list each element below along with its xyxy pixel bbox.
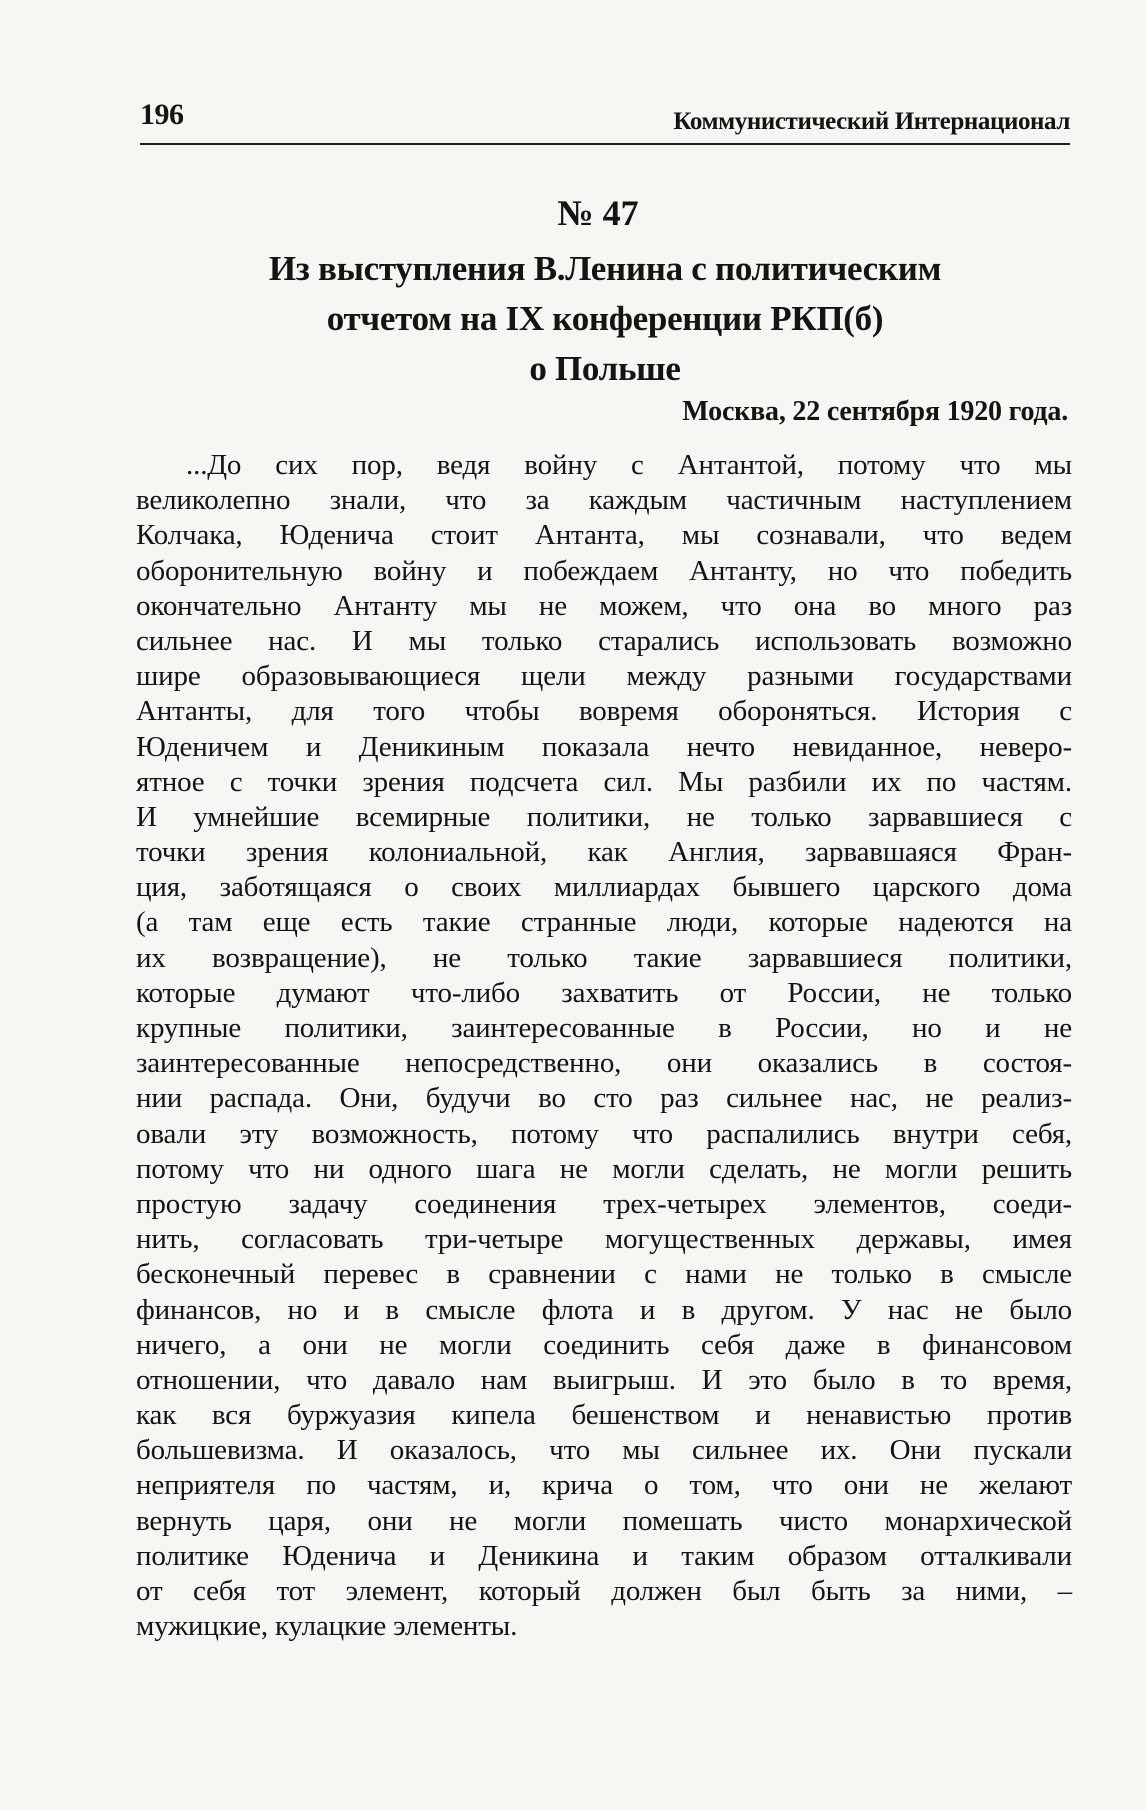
- body-line: овали эту возможность, потому что распалились внутри себя,: [136, 1117, 1072, 1150]
- body-line: бесконечный перевес в сравнении с нами не только в смысле: [136, 1258, 1072, 1291]
- body-line: нии распада. Они, будучи во сто раз сильнее нас, не реализ-: [136, 1082, 1072, 1115]
- body-line: крупные политики, заинтересованные в России, но и не: [136, 1012, 1072, 1044]
- body-line: мужицкие, кулацкие элементы.: [136, 1610, 518, 1643]
- body-line: как вся буржуазия кипела бешенством и ненавистью против: [136, 1399, 1072, 1432]
- dateline: Москва, 22 сентября 1920 года.: [682, 396, 1068, 427]
- body-line: которые думают что-либо захватить от России, не только: [136, 976, 1072, 1009]
- running-head: Коммунистический Интернационал: [673, 108, 1070, 135]
- body-text: [136, 448, 1072, 1644]
- header-rule: [140, 143, 1070, 145]
- body-line: ...До сих пор, ведя войну с Антантой, потому что мы: [186, 449, 1072, 481]
- body-line: финансов, но и в смысле флота и в другом. У нас не было: [136, 1293, 1072, 1326]
- body-line: неприятеля по частям, и, крича о том, что они не желают: [136, 1469, 1072, 1502]
- body-line: оборонительную войну и побеждаем Антанту, но что победить: [136, 554, 1072, 587]
- body-line: политике Юденича и Деникина и таким образом отталкивали: [136, 1539, 1072, 1572]
- body-line: ция, заботящаяся о своих миллиардах бывшего царского дома: [136, 871, 1072, 904]
- title-line: о Польше: [529, 349, 681, 388]
- title-line: отчетом на IX конференции РКП(б): [326, 299, 884, 338]
- body-line: потому что ни одного шага не могли сделать, не могли решить: [136, 1152, 1072, 1185]
- body-line: великолепно знали, что за каждым частичным наступлением: [136, 484, 1072, 517]
- body-line: Юденичем и Деникиным показала нечто невиданное, неверо-: [136, 730, 1072, 763]
- body-line: отношении, что давало нам выигрыш. И это было в то время,: [136, 1363, 1072, 1396]
- body-line: (а там еще есть такие странные люди, которые надеются на: [136, 906, 1072, 939]
- document-number: № 47: [557, 193, 639, 233]
- body-line: вернуть царя, они не могли помешать чисто монархической: [136, 1504, 1072, 1537]
- body-line: их возвращение), не только такие зарвавшиеся политики,: [136, 941, 1072, 974]
- body-line: от себя тот элемент, который должен был быть за ними, –: [136, 1575, 1072, 1607]
- body-line: И умнейшие всемирные политики, не только зарвавшиеся с: [136, 800, 1072, 833]
- body-line: Антанты, для того чтобы вовремя обороняться. История с: [136, 695, 1072, 728]
- body-line: сильнее нас. И мы только старались использовать возможно: [136, 624, 1072, 657]
- body-line: точки зрения колониальной, как Англия, зарвавшаяся Фран-: [136, 836, 1072, 869]
- page-header: [140, 98, 1070, 142]
- body-line: простую задачу соединения трех-четырех элементов, соеди-: [136, 1187, 1072, 1220]
- body-line: ятное с точки зрения подсчета сил. Мы разбили их по частям.: [136, 765, 1072, 798]
- body-line: ничего, а они не могли соединить себя даже в финансовом: [136, 1328, 1072, 1361]
- document-title: [140, 244, 1070, 394]
- body-line: заинтересованные непосредственно, они оказались в состоя-: [136, 1047, 1072, 1080]
- body-line: окончательно Антанту мы не можем, что она во много раз: [136, 589, 1072, 622]
- body-line: большевизма. И оказалось, что мы сильнее их. Они пускали: [136, 1434, 1072, 1467]
- title-line: Из выступления В.Ленина с политическим: [268, 249, 942, 288]
- body-line: нить, согласовать три-четыре могущественных державы, имея: [136, 1223, 1072, 1256]
- body-line: шире образовывающиеся щели между разными государствами: [136, 660, 1072, 693]
- page-number: 196: [140, 98, 184, 131]
- body-line: Колчака, Юденича стоит Антанта, мы сознавали, что ведем: [136, 519, 1072, 552]
